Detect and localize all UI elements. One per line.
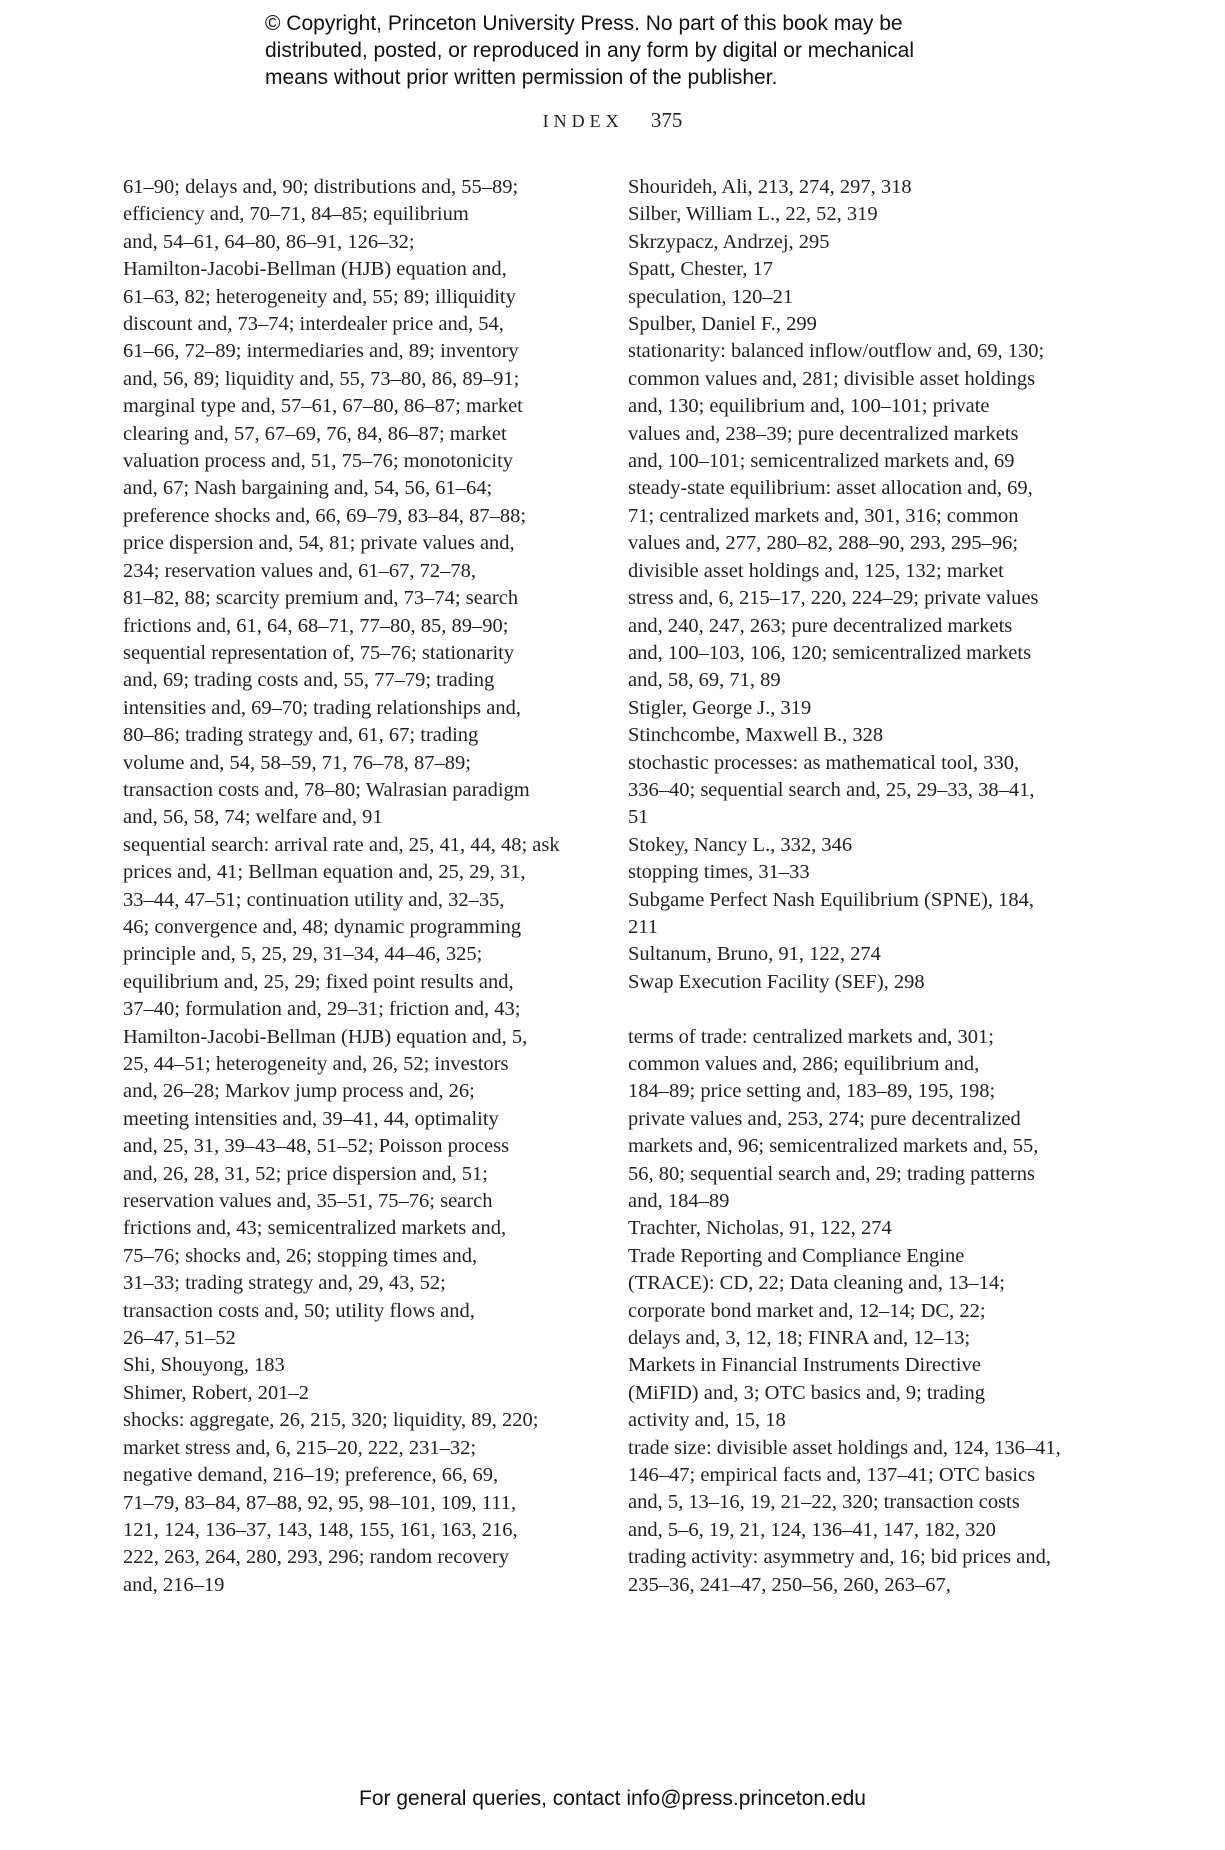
index-entry-line: 51 bbox=[628, 806, 649, 829]
index-entry-line: principle and, 5, 25, 29, 31–34, 44–46, 325; bbox=[123, 943, 483, 966]
index-entry-line: and, 69; trading costs and, 55, 77–79; trading bbox=[123, 669, 495, 692]
copyright-line: means without prior written permission of the publisher. bbox=[265, 66, 778, 89]
index-entry-line: Silber, William L., 22, 52, 319 bbox=[628, 203, 878, 226]
index-entry-line: and, 56, 58, 74; welfare and, 91 bbox=[123, 806, 383, 829]
index-entry-line: Spatt, Chester, 17 bbox=[628, 258, 773, 281]
index-entry-line: and, 100–103, 106, 120; semicentralized markets bbox=[628, 641, 1032, 664]
index-entry-line: delays and, 3, 12, 18; FINRA and, 12–13; bbox=[628, 1327, 971, 1350]
index-entry bbox=[628, 722, 1098, 749]
index-entry-line: corporate bond market and, 12–14; DC, 22; bbox=[628, 1299, 986, 1322]
index-entry-line: steady-state equilibrium: asset allocation and, 69, bbox=[628, 477, 1033, 500]
index-entry-line: Stigler, George J., 319 bbox=[628, 696, 812, 719]
running-head-label: INDEX bbox=[542, 111, 624, 131]
index-entry-line: 80–86; trading strategy and, 61, 67; trading bbox=[123, 724, 479, 747]
index-entry-line: trading activity: asymmetry and, 16; bid prices and, bbox=[628, 1546, 1051, 1569]
index-entry bbox=[628, 1544, 1098, 1599]
index-entry-line: equilibrium and, 25, 29; fixed point results and, bbox=[123, 970, 514, 993]
index-column-right bbox=[628, 174, 1098, 1599]
index-entry-line: common values and, 281; divisible asset holdings bbox=[628, 367, 1036, 390]
index-entry-line: clearing and, 57, 67–69, 76, 84, 86–87; market bbox=[123, 422, 507, 445]
index-entry-line: 75–76; shocks and, 26; stopping times and, bbox=[123, 1244, 478, 1267]
index-entry-line: private values and, 253, 274; pure decentralized bbox=[628, 1107, 1021, 1130]
index-entry-line: 46; convergence and, 48; dynamic programming bbox=[123, 915, 522, 938]
index-entry-line: divisible asset holdings and, 125, 132; market bbox=[628, 559, 1004, 582]
index-entry-line: 26–47, 51–52 bbox=[123, 1327, 236, 1350]
index-entry bbox=[628, 1215, 1098, 1242]
index-entry bbox=[628, 311, 1098, 338]
index-entry-line: and, 184–89 bbox=[628, 1190, 730, 1213]
index-entry bbox=[628, 859, 1098, 886]
index-entry-line: 61–66, 72–89; intermediaries and, 89; inventory bbox=[123, 340, 519, 363]
index-entry-line: 121, 124, 136–37, 143, 148, 155, 161, 163, 216, bbox=[123, 1518, 518, 1541]
index-entry-line: discount and, 73–74; interdealer price and, 54, bbox=[123, 313, 504, 336]
index-entry-line: 184–89; price setting and, 183–89, 195, 198; bbox=[628, 1080, 996, 1103]
index-entry-line: 61–63, 82; heterogeneity and, 55; 89; illiquidity bbox=[123, 285, 516, 308]
index-entry-line: transaction costs and, 50; utility flows and, bbox=[123, 1299, 475, 1322]
index-entry-line: stationarity: balanced inflow/outflow and, 69, 130; bbox=[628, 340, 1045, 363]
index-entry-line: 61–90; delays and, 90; distributions and, 55–89; bbox=[123, 176, 519, 198]
index-entry-line: sequential representation of, 75–76; stationarity bbox=[123, 641, 515, 664]
index-entry-line: 33–44, 47–51; continuation utility and, 32–35, bbox=[123, 888, 505, 911]
index-entry-line: (TRACE): CD, 22; Data cleaning and, 13–14; bbox=[628, 1272, 1005, 1295]
index-entry-line: intensities and, 69–70; trading relationships and, bbox=[123, 696, 521, 719]
index-entry-line: activity and, 15, 18 bbox=[628, 1409, 786, 1432]
index-entry-line: and, 100–101; semicentralized markets and, 69 bbox=[628, 450, 1015, 473]
index-entry-line: values and, 277, 280–82, 288–90, 293, 295–96; bbox=[628, 532, 1019, 555]
index-entry bbox=[628, 887, 1098, 942]
index-entry-line: prices and, 41; Bellman equation and, 25, 29, 31, bbox=[123, 861, 526, 884]
index-entry-line: and, 5–6, 19, 21, 124, 136–41, 147, 182, 320 bbox=[628, 1518, 996, 1541]
index-entry-line: meeting intensities and, 39–41, 44, optimality bbox=[123, 1107, 499, 1130]
index-entry bbox=[628, 256, 1098, 283]
index-entry bbox=[628, 475, 1098, 694]
index-entry-line: Stokey, Nancy L., 332, 346 bbox=[628, 833, 853, 856]
index-entry-line: transaction costs and, 78–80; Walrasian paradigm bbox=[123, 778, 530, 801]
index-entry-line: and, 26–28; Markov jump process and, 26; bbox=[123, 1080, 475, 1103]
index-entry bbox=[628, 1024, 1098, 1216]
index-entry-line: Sultanum, Bruno, 91, 122, 274 bbox=[628, 943, 881, 966]
index-entry-line: marginal type and, 57–61, 67–80, 86–87; market bbox=[123, 395, 523, 418]
index-entry bbox=[628, 969, 1098, 996]
index-entry-line: 25, 44–51; heterogeneity and, 26, 52; investors bbox=[123, 1053, 509, 1075]
index-entry-line: and, 54–61, 64–80, 86–91, 126–32; bbox=[123, 230, 415, 253]
index-entry bbox=[628, 338, 1098, 475]
footer-contact: For general queries, contact info@press.princeton.edu bbox=[359, 1787, 866, 1810]
index-entry-line: terms of trade: centralized markets and, 301; bbox=[628, 1025, 995, 1048]
running-head bbox=[0, 108, 1225, 133]
index-entry-line: 31–33; trading strategy and, 29, 43, 52; bbox=[123, 1272, 446, 1295]
index-entry-line: common values and, 286; equilibrium and, bbox=[628, 1052, 980, 1075]
index-entry-line: Shimer, Robert, 201–2 bbox=[123, 1381, 309, 1404]
index-entry-line: Swap Execution Facility (SEF), 298 bbox=[628, 970, 925, 993]
index-entry-line: and, 26, 28, 31, 52; price dispersion and, 51; bbox=[123, 1162, 488, 1185]
index-entry-line: and, 130; equilibrium and, 100–101; private bbox=[628, 395, 990, 418]
entry-gap bbox=[628, 996, 1098, 1023]
index-entry bbox=[123, 1407, 593, 1599]
index-entry-line: 146–47; empirical facts and, 137–41; OTC basics bbox=[628, 1464, 1036, 1487]
index-entry bbox=[123, 832, 593, 1353]
index-entry bbox=[628, 201, 1098, 228]
index-entry-line: reservation values and, 35–51, 75–76; search bbox=[123, 1190, 493, 1213]
index-entry-line: negative demand, 216–19; preference, 66, 69, bbox=[123, 1464, 499, 1487]
index-entry bbox=[123, 1380, 593, 1407]
index-entry bbox=[628, 1243, 1098, 1435]
index-entry-line: Hamilton-Jacobi-Bellman (HJB) equation and, 5, bbox=[123, 1025, 528, 1048]
index-entry-line: sequential search: arrival rate and, 25, 41, 44, 48; ask bbox=[123, 833, 560, 856]
index-entry-line: 211 bbox=[628, 915, 658, 938]
index-entry bbox=[628, 284, 1098, 311]
index-entry-line: speculation, 120–21 bbox=[628, 285, 794, 308]
index-entry-line: Skrzypacz, Andrzej, 295 bbox=[628, 230, 830, 253]
index-entry-line: frictions and, 61, 64, 68–71, 77–80, 85, 89–90; bbox=[123, 614, 509, 637]
index-entry-line: Shi, Shouyong, 183 bbox=[123, 1354, 285, 1377]
index-entry-line: and, 25, 31, 39–43–48, 51–52; Poisson process bbox=[123, 1135, 510, 1158]
index-entry-line: and, 216–19 bbox=[123, 1573, 225, 1596]
index-entry-line: Trade Reporting and Compliance Engine bbox=[628, 1244, 965, 1267]
index-entry-line: 234; reservation values and, 61–67, 72–78, bbox=[123, 559, 476, 582]
index-entry-line: 235–36, 241–47, 250–56, 260, 263–67, bbox=[628, 1573, 951, 1596]
index-entry-line: preference shocks and, 66, 69–79, 83–84, 87–88; bbox=[123, 504, 527, 527]
index-entry-line: trade size: divisible asset holdings and, 124, 136–41, bbox=[628, 1436, 1061, 1459]
index-entry bbox=[628, 832, 1098, 859]
index-entry-line: Spulber, Daniel F., 299 bbox=[628, 313, 817, 336]
index-entry-line: price dispersion and, 54, 81; private values and, bbox=[123, 532, 515, 555]
index-entry-line: 71–79, 83–84, 87–88, 92, 95, 98–101, 109, 111, bbox=[123, 1491, 517, 1514]
index-entry bbox=[628, 174, 1098, 201]
copyright-notice bbox=[265, 10, 1025, 91]
index-entry bbox=[628, 1435, 1098, 1545]
copyright-line: distributed, posted, or reproduced in any form by digital or mechanical bbox=[265, 39, 915, 62]
index-entry-line: 336–40; sequential search and, 25, 29–33, 38–41, bbox=[628, 778, 1035, 801]
index-entry bbox=[123, 174, 593, 832]
index-entry-line: Hamilton-Jacobi-Bellman (HJB) equation and, bbox=[123, 258, 507, 281]
index-entry-line: 81–82, 88; scarcity premium and, 73–74; search bbox=[123, 587, 519, 610]
copyright-line: © Copyright, Princeton University Press. No part of this book may be bbox=[265, 12, 903, 35]
index-entry-line: Subgame Perfect Nash Equilibrium (SPNE), 184, bbox=[628, 888, 1034, 911]
index-entry-line: and, 58, 69, 71, 89 bbox=[628, 669, 781, 692]
index-entry bbox=[628, 695, 1098, 722]
index-entry-line: frictions and, 43; semicentralized markets and, bbox=[123, 1217, 507, 1240]
index-entry-line: Trachter, Nicholas, 91, 122, 274 bbox=[628, 1217, 892, 1240]
index-entry-line: and, 240, 247, 263; pure decentralized markets bbox=[628, 614, 1013, 637]
index-entry-line: stopping times, 31–33 bbox=[628, 861, 810, 884]
index-entry-line: 222, 263, 264, 280, 293, 296; random recovery bbox=[123, 1546, 510, 1569]
index-entry-line: Shourideh, Ali, 213, 274, 297, 318 bbox=[628, 176, 912, 198]
index-entry-line: Markets in Financial Instruments Directive bbox=[628, 1354, 981, 1377]
index-entry-line: and, 67; Nash bargaining and, 54, 56, 61–64; bbox=[123, 477, 493, 500]
index-entry-line: Stinchcombe, Maxwell B., 328 bbox=[628, 724, 884, 747]
index-entry bbox=[628, 229, 1098, 256]
index-entry-line: shocks: aggregate, 26, 215, 320; liquidity, 89, 220; bbox=[123, 1409, 539, 1432]
index-entry-line: stress and, 6, 215–17, 220, 224–29; private values bbox=[628, 587, 1039, 610]
index-entry-line: 56, 80; sequential search and, 29; trading patterns bbox=[628, 1162, 1036, 1185]
index-entry bbox=[123, 1352, 593, 1379]
index-column-left bbox=[123, 174, 593, 1599]
index-entry-line: 37–40; formulation and, 29–31; friction and, 43; bbox=[123, 998, 521, 1021]
index-entry-line: and, 56, 89; liquidity and, 55, 73–80, 86, 89–91; bbox=[123, 367, 520, 390]
index-entry-line: valuation process and, 51, 75–76; monotonicity bbox=[123, 450, 514, 473]
index-entry-line: market stress and, 6, 215–20, 222, 231–32; bbox=[123, 1436, 477, 1459]
index-entry bbox=[628, 941, 1098, 968]
index-entry-line: values and, 238–39; pure decentralized markets bbox=[628, 422, 1019, 445]
index-entry-line: markets and, 96; semicentralized markets and, 55, bbox=[628, 1135, 1039, 1158]
index-entry-line: efficiency and, 70–71, 84–85; equilibrium bbox=[123, 203, 469, 226]
index-entry-line: 71; centralized markets and, 301, 316; common bbox=[628, 504, 1019, 527]
index-entry-line: volume and, 54, 58–59, 71, 76–78, 87–89; bbox=[123, 751, 471, 774]
index-entry-line: stochastic processes: as mathematical tool, 330, bbox=[628, 751, 1020, 774]
index-entry-line: (MiFID) and, 3; OTC basics and, 9; trading bbox=[628, 1381, 985, 1404]
page-number: 375 bbox=[650, 108, 683, 132]
index-entry-line: and, 5, 13–16, 19, 21–22, 320; transaction costs bbox=[628, 1491, 1020, 1514]
index-entry bbox=[628, 750, 1098, 832]
